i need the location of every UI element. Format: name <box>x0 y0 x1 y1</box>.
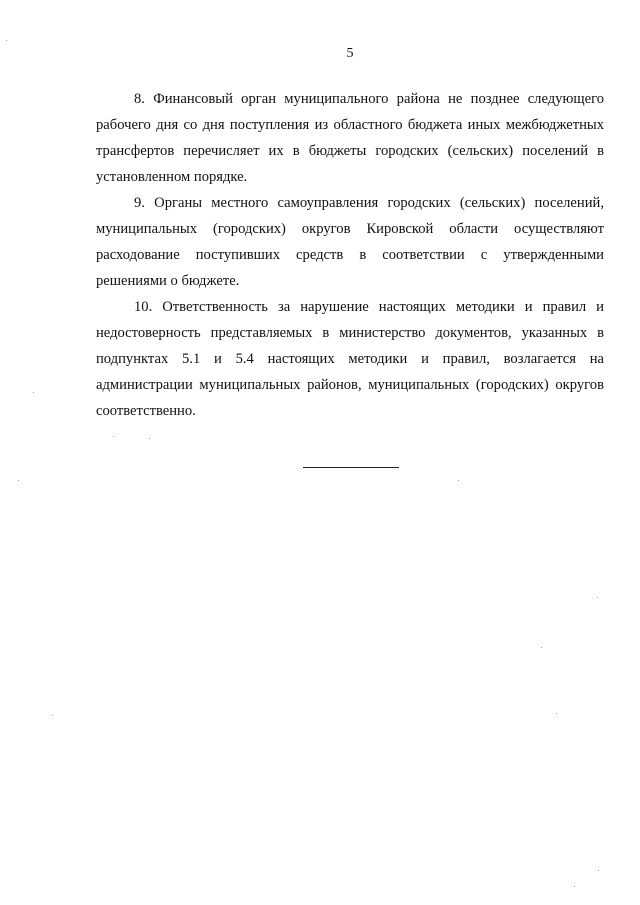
scan-speck <box>598 870 599 871</box>
scan-speck <box>556 713 557 714</box>
scan-speck <box>149 438 150 439</box>
scan-speck <box>541 647 542 648</box>
paragraph-10: 10. Ответственность за нарушение настоящих методики и правил и недостоверность представляемых в министерство документов, указанных в подпунктах 5.1 и 5.4 настоящих методики и правил, возлагается на администрации муниципальных районов, муниципальных (городских) округов соответственно. <box>96 299 604 419</box>
paragraph-8: 8. Финансовый орган муниципального района не позднее следующего рабочего дня со дня поступления из областного бюджета иных межбюджетных трансфертов перечисляет их в бюджеты городских (сельских) поселений в установленном порядке. <box>96 91 604 185</box>
scan-speck <box>458 480 459 481</box>
scan-speck <box>113 436 114 437</box>
scan-speck <box>33 392 34 393</box>
document-body <box>96 86 604 424</box>
paragraph-9: 9. Органы местного самоуправления городских (сельских) поселений, муниципальных (городских) округов Кировской области осуществляют расходование поступивших средств в соответствии с утвержденными решениями о бюджете. <box>96 195 604 289</box>
scan-speck <box>574 886 575 887</box>
scan-speck <box>597 597 598 598</box>
end-of-text-rule <box>303 467 399 468</box>
scan-speck <box>52 715 53 716</box>
scan-speck <box>6 40 7 41</box>
scan-speck <box>18 480 19 481</box>
page-number: 5 <box>346 46 354 61</box>
